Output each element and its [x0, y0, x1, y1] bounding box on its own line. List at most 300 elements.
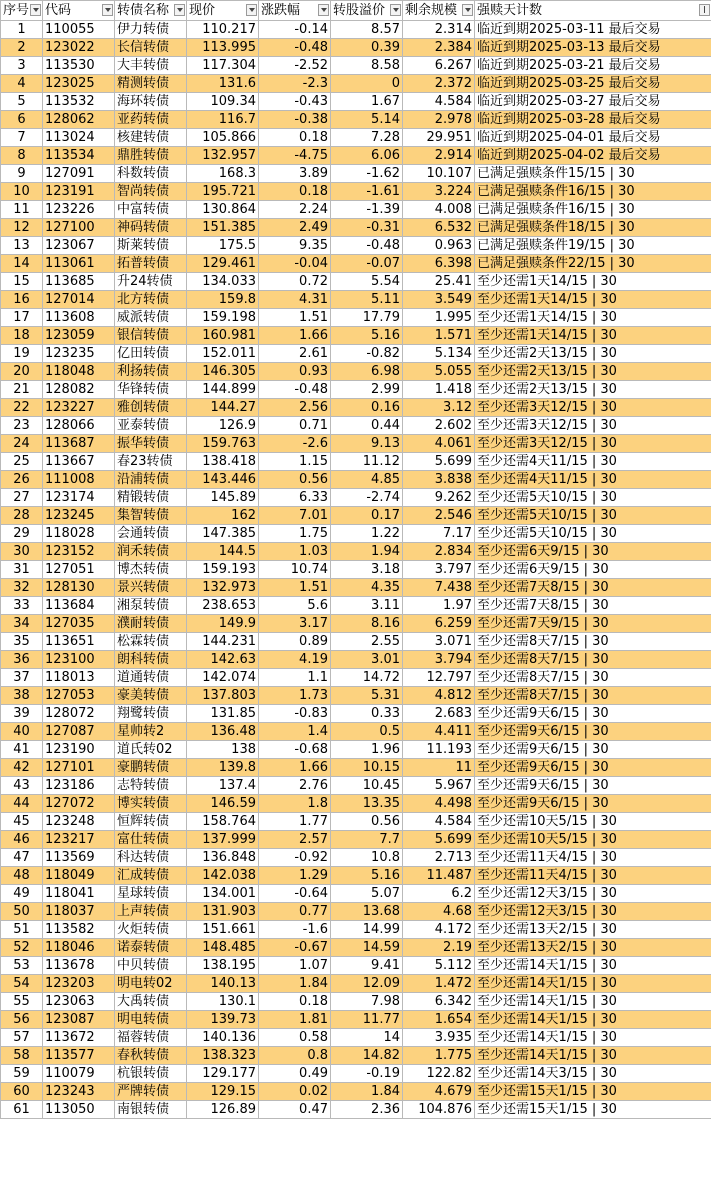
cell-size[interactable]: 5.699	[403, 453, 475, 471]
cell-name[interactable]: 神码转债	[115, 219, 187, 237]
cell-size[interactable]: 1.995	[403, 309, 475, 327]
cell-status[interactable]: 至少还需9天6/15 | 30	[475, 777, 711, 795]
cell-status[interactable]: 至少还需12天3/15 | 30	[475, 885, 711, 903]
cell-price[interactable]: 144.231	[187, 633, 259, 651]
cell-premium[interactable]: 14.59	[331, 939, 403, 957]
cell-code[interactable]: 110079	[43, 1065, 115, 1083]
cell-code[interactable]: 118013	[43, 669, 115, 687]
cell-size[interactable]: 2.546	[403, 507, 475, 525]
cell-code[interactable]: 127053	[43, 687, 115, 705]
cell-size[interactable]: 10.107	[403, 165, 475, 183]
table-row[interactable]	[1, 345, 711, 363]
cell-premium[interactable]: 10.15	[331, 759, 403, 777]
cell-name[interactable]: 银信转债	[115, 327, 187, 345]
cell-code[interactable]: 118028	[43, 525, 115, 543]
cell-size[interactable]: 104.876	[403, 1101, 475, 1119]
cell-change[interactable]: 0.56	[259, 471, 331, 489]
cell-change[interactable]: -0.14	[259, 21, 331, 39]
cell-name[interactable]: 拓普转债	[115, 255, 187, 273]
cell-name[interactable]: 博杰转债	[115, 561, 187, 579]
cell-size[interactable]: 25.41	[403, 273, 475, 291]
cell-status[interactable]: 临近到期2025-03-11 最后交易	[475, 21, 711, 39]
cell-change[interactable]: 1.4	[259, 723, 331, 741]
cell-price[interactable]: 159.198	[187, 309, 259, 327]
cell-code[interactable]: 128082	[43, 381, 115, 399]
cell-status[interactable]: 至少还需2天13/15 | 30	[475, 381, 711, 399]
cell-code[interactable]: 113672	[43, 1029, 115, 1047]
cell-premium[interactable]: 8.58	[331, 57, 403, 75]
cell-premium[interactable]: 0	[331, 75, 403, 93]
cell-status[interactable]: 至少还需9天6/15 | 30	[475, 759, 711, 777]
cell-price[interactable]: 134.033	[187, 273, 259, 291]
cell-premium[interactable]: 5.11	[331, 291, 403, 309]
cell-change[interactable]: 9.35	[259, 237, 331, 255]
cell-price[interactable]: 144.27	[187, 399, 259, 417]
cell-change[interactable]: 1.1	[259, 669, 331, 687]
table-row[interactable]	[1, 579, 711, 597]
cell-price[interactable]: 149.9	[187, 615, 259, 633]
cell-no[interactable]: 59	[1, 1065, 43, 1083]
cell-status[interactable]: 已满足强赎条件16/15 | 30	[475, 201, 711, 219]
cell-change[interactable]: -2.52	[259, 57, 331, 75]
cell-no[interactable]: 34	[1, 615, 43, 633]
cell-name[interactable]: 长信转债	[115, 39, 187, 57]
cell-name[interactable]: 中贝转债	[115, 957, 187, 975]
cell-change[interactable]: -0.43	[259, 93, 331, 111]
cell-price[interactable]: 136.848	[187, 849, 259, 867]
cell-change[interactable]: 4.31	[259, 291, 331, 309]
cell-status[interactable]: 至少还需5天10/15 | 30	[475, 525, 711, 543]
cell-size[interactable]: 2.834	[403, 543, 475, 561]
cell-status[interactable]: 至少还需8天7/15 | 30	[475, 651, 711, 669]
cell-change[interactable]: 1.77	[259, 813, 331, 831]
cell-premium[interactable]: 4.35	[331, 579, 403, 597]
cell-code[interactable]: 118041	[43, 885, 115, 903]
cell-change[interactable]: 0.18	[259, 129, 331, 147]
cell-premium[interactable]: 6.06	[331, 147, 403, 165]
cell-premium[interactable]: 10.45	[331, 777, 403, 795]
cell-price[interactable]: 132.957	[187, 147, 259, 165]
cell-size[interactable]: 4.008	[403, 201, 475, 219]
cell-size[interactable]: 4.411	[403, 723, 475, 741]
cell-no[interactable]: 44	[1, 795, 43, 813]
cell-change[interactable]: 1.66	[259, 759, 331, 777]
cell-price[interactable]: 132.973	[187, 579, 259, 597]
cell-change[interactable]: 4.19	[259, 651, 331, 669]
cell-size[interactable]: 3.797	[403, 561, 475, 579]
cell-no[interactable]: 49	[1, 885, 43, 903]
cell-name[interactable]: 上声转债	[115, 903, 187, 921]
cell-change[interactable]: 1.84	[259, 975, 331, 993]
cell-change[interactable]: 1.07	[259, 957, 331, 975]
cell-price[interactable]: 130.864	[187, 201, 259, 219]
cell-size[interactable]: 2.978	[403, 111, 475, 129]
cell-change[interactable]: -4.75	[259, 147, 331, 165]
cell-status[interactable]: 已满足强赎条件16/15 | 30	[475, 183, 711, 201]
cell-premium[interactable]: 1.94	[331, 543, 403, 561]
cell-no[interactable]: 29	[1, 525, 43, 543]
cell-name[interactable]: 北方转债	[115, 291, 187, 309]
cell-status[interactable]: 至少还需3天12/15 | 30	[475, 399, 711, 417]
cell-premium[interactable]: 3.11	[331, 597, 403, 615]
table-row[interactable]	[1, 219, 711, 237]
cell-change[interactable]: 0.49	[259, 1065, 331, 1083]
cell-size[interactable]: 4.679	[403, 1083, 475, 1101]
cell-price[interactable]: 117.304	[187, 57, 259, 75]
cell-price[interactable]: 158.764	[187, 813, 259, 831]
cell-price[interactable]: 131.85	[187, 705, 259, 723]
cell-change[interactable]: 1.51	[259, 579, 331, 597]
cell-no[interactable]: 58	[1, 1047, 43, 1065]
filter-dropdown-icon[interactable]	[102, 4, 113, 16]
cell-premium[interactable]: -1.39	[331, 201, 403, 219]
cell-status[interactable]: 至少还需9天6/15 | 30	[475, 723, 711, 741]
cell-no[interactable]: 39	[1, 705, 43, 723]
cell-size[interactable]: 3.549	[403, 291, 475, 309]
table-row[interactable]	[1, 669, 711, 687]
table-row[interactable]	[1, 255, 711, 273]
cell-name[interactable]: 亚泰转债	[115, 417, 187, 435]
cell-price[interactable]: 137.4	[187, 777, 259, 795]
cell-name[interactable]: 亿田转债	[115, 345, 187, 363]
table-row[interactable]	[1, 309, 711, 327]
cell-premium[interactable]: 7.7	[331, 831, 403, 849]
cell-size[interactable]: 11.193	[403, 741, 475, 759]
cell-change[interactable]: 1.51	[259, 309, 331, 327]
cell-price[interactable]: 145.89	[187, 489, 259, 507]
cell-size[interactable]: 5.699	[403, 831, 475, 849]
cell-premium[interactable]: 5.54	[331, 273, 403, 291]
cell-premium[interactable]: -2.74	[331, 489, 403, 507]
cell-price[interactable]: 195.721	[187, 183, 259, 201]
cell-code[interactable]: 123100	[43, 651, 115, 669]
cell-code[interactable]: 123025	[43, 75, 115, 93]
cell-code[interactable]: 123235	[43, 345, 115, 363]
cell-status[interactable]: 临近到期2025-04-02 最后交易	[475, 147, 711, 165]
cell-price[interactable]: 140.136	[187, 1029, 259, 1047]
table-row[interactable]	[1, 705, 711, 723]
cell-size[interactable]: 3.838	[403, 471, 475, 489]
cell-name[interactable]: 春秋转债	[115, 1047, 187, 1065]
cell-size[interactable]: 1.97	[403, 597, 475, 615]
cell-code[interactable]: 110055	[43, 21, 115, 39]
cell-name[interactable]: 利扬转债	[115, 363, 187, 381]
cell-code[interactable]: 128130	[43, 579, 115, 597]
table-row[interactable]	[1, 597, 711, 615]
cell-premium[interactable]: 14.82	[331, 1047, 403, 1065]
cell-change[interactable]: 0.8	[259, 1047, 331, 1065]
cell-name[interactable]: 大禹转债	[115, 993, 187, 1011]
cell-code[interactable]: 123059	[43, 327, 115, 345]
cell-change[interactable]: 0.18	[259, 993, 331, 1011]
cell-price[interactable]: 142.074	[187, 669, 259, 687]
cell-no[interactable]: 14	[1, 255, 43, 273]
cell-name[interactable]: 沿浦转债	[115, 471, 187, 489]
cell-premium[interactable]: 14	[331, 1029, 403, 1047]
cell-no[interactable]: 6	[1, 111, 43, 129]
cell-change[interactable]: 0.71	[259, 417, 331, 435]
cell-price[interactable]: 143.446	[187, 471, 259, 489]
table-row[interactable]	[1, 525, 711, 543]
cell-no[interactable]: 61	[1, 1101, 43, 1119]
cell-premium[interactable]: 6.98	[331, 363, 403, 381]
table-row[interactable]	[1, 939, 711, 957]
cell-price[interactable]: 137.999	[187, 831, 259, 849]
cell-status[interactable]: 至少还需10天5/15 | 30	[475, 831, 711, 849]
table-row[interactable]	[1, 453, 711, 471]
cell-premium[interactable]: 7.98	[331, 993, 403, 1011]
cell-size[interactable]: 3.224	[403, 183, 475, 201]
cell-no[interactable]: 7	[1, 129, 43, 147]
cell-price[interactable]: 138	[187, 741, 259, 759]
table-row[interactable]	[1, 39, 711, 57]
cell-premium[interactable]: 11.12	[331, 453, 403, 471]
table-row[interactable]	[1, 849, 711, 867]
cell-change[interactable]: -1.6	[259, 921, 331, 939]
cell-change[interactable]: -2.3	[259, 75, 331, 93]
cell-status[interactable]: 至少还需15天1/15 | 30	[475, 1101, 711, 1119]
cell-status[interactable]: 至少还需3天12/15 | 30	[475, 435, 711, 453]
table-row[interactable]	[1, 651, 711, 669]
cell-status[interactable]: 至少还需11天4/15 | 30	[475, 849, 711, 867]
cell-status[interactable]: 至少还需6天9/15 | 30	[475, 561, 711, 579]
table-row[interactable]	[1, 975, 711, 993]
table-row[interactable]	[1, 813, 711, 831]
cell-name[interactable]: 松霖转债	[115, 633, 187, 651]
cell-price[interactable]: 144.5	[187, 543, 259, 561]
cell-change[interactable]: 10.74	[259, 561, 331, 579]
cell-name[interactable]: 大丰转债	[115, 57, 187, 75]
cell-price[interactable]: 147.385	[187, 525, 259, 543]
cell-no[interactable]: 13	[1, 237, 43, 255]
cell-price[interactable]: 116.7	[187, 111, 259, 129]
cell-code[interactable]: 127051	[43, 561, 115, 579]
cell-name[interactable]: 核建转债	[115, 129, 187, 147]
table-row[interactable]	[1, 57, 711, 75]
cell-code[interactable]: 123022	[43, 39, 115, 57]
cell-price[interactable]: 139.73	[187, 1011, 259, 1029]
cell-name[interactable]: 福蓉转债	[115, 1029, 187, 1047]
cell-code[interactable]: 127014	[43, 291, 115, 309]
cell-name[interactable]: 明电转债	[115, 1011, 187, 1029]
cell-change[interactable]: -0.48	[259, 381, 331, 399]
cell-no[interactable]: 18	[1, 327, 43, 345]
cell-code[interactable]: 113582	[43, 921, 115, 939]
cell-no[interactable]: 55	[1, 993, 43, 1011]
table-row[interactable]	[1, 1047, 711, 1065]
cell-code[interactable]: 123203	[43, 975, 115, 993]
cell-name[interactable]: 集智转债	[115, 507, 187, 525]
table-row[interactable]	[1, 435, 711, 453]
cell-name[interactable]: 鼎胜转债	[115, 147, 187, 165]
cell-status[interactable]: 至少还需14天1/15 | 30	[475, 1011, 711, 1029]
cell-size[interactable]: 1.472	[403, 975, 475, 993]
cell-premium[interactable]: -0.31	[331, 219, 403, 237]
cell-status[interactable]: 至少还需4天11/15 | 30	[475, 453, 711, 471]
cell-status[interactable]: 已满足强赎条件18/15 | 30	[475, 219, 711, 237]
cell-change[interactable]: 1.29	[259, 867, 331, 885]
cell-price[interactable]: 146.59	[187, 795, 259, 813]
cell-premium[interactable]: -0.07	[331, 255, 403, 273]
cell-status[interactable]: 至少还需6天9/15 | 30	[475, 543, 711, 561]
cell-price[interactable]: 144.899	[187, 381, 259, 399]
table-row[interactable]	[1, 147, 711, 165]
cell-no[interactable]: 57	[1, 1029, 43, 1047]
cell-premium[interactable]: -0.19	[331, 1065, 403, 1083]
table-row[interactable]	[1, 489, 711, 507]
cell-no[interactable]: 38	[1, 687, 43, 705]
cell-no[interactable]: 53	[1, 957, 43, 975]
cell-status[interactable]: 临近到期2025-04-01 最后交易	[475, 129, 711, 147]
cell-no[interactable]: 42	[1, 759, 43, 777]
cell-change[interactable]: 2.57	[259, 831, 331, 849]
cell-status[interactable]: 至少还需2天13/15 | 30	[475, 345, 711, 363]
cell-size[interactable]: 1.418	[403, 381, 475, 399]
cell-no[interactable]: 5	[1, 93, 43, 111]
table-row[interactable]	[1, 561, 711, 579]
cell-size[interactable]: 2.713	[403, 849, 475, 867]
cell-size[interactable]: 9.262	[403, 489, 475, 507]
cell-premium[interactable]: 3.18	[331, 561, 403, 579]
cell-name[interactable]: 志特转债	[115, 777, 187, 795]
cell-code[interactable]: 113667	[43, 453, 115, 471]
table-row[interactable]	[1, 795, 711, 813]
cell-name[interactable]: 湘泵转债	[115, 597, 187, 615]
cell-name[interactable]: 升24转债	[115, 273, 187, 291]
table-row[interactable]	[1, 399, 711, 417]
cell-price[interactable]: 142.63	[187, 651, 259, 669]
cell-change[interactable]: -0.83	[259, 705, 331, 723]
cell-status[interactable]: 至少还需1天14/15 | 30	[475, 273, 711, 291]
cell-status[interactable]: 至少还需12天3/15 | 30	[475, 903, 711, 921]
cell-status[interactable]: 至少还需14天1/15 | 30	[475, 1047, 711, 1065]
cell-change[interactable]: 3.17	[259, 615, 331, 633]
cell-price[interactable]: 162	[187, 507, 259, 525]
cell-status[interactable]: 临近到期2025-03-21 最后交易	[475, 57, 711, 75]
cell-name[interactable]: 杭银转债	[115, 1065, 187, 1083]
cell-code[interactable]: 123191	[43, 183, 115, 201]
cell-change[interactable]: 2.49	[259, 219, 331, 237]
cell-name[interactable]: 豪鹏转债	[115, 759, 187, 777]
cell-premium[interactable]: 1.67	[331, 93, 403, 111]
cell-premium[interactable]: -0.82	[331, 345, 403, 363]
cell-price[interactable]: 146.305	[187, 363, 259, 381]
cell-code[interactable]: 123226	[43, 201, 115, 219]
table-row[interactable]	[1, 111, 711, 129]
cell-premium[interactable]: 0.39	[331, 39, 403, 57]
cell-status[interactable]: 至少还需15天1/15 | 30	[475, 1083, 711, 1101]
cell-name[interactable]: 精测转债	[115, 75, 187, 93]
cell-price[interactable]: 113.995	[187, 39, 259, 57]
cell-code[interactable]: 113050	[43, 1101, 115, 1119]
cell-premium[interactable]: 0.17	[331, 507, 403, 525]
cell-size[interactable]: 5.055	[403, 363, 475, 381]
cell-change[interactable]: 1.8	[259, 795, 331, 813]
filter-dropdown-icon[interactable]	[462, 4, 473, 16]
filter-dropdown-icon[interactable]	[318, 4, 329, 16]
cell-change[interactable]: 7.01	[259, 507, 331, 525]
cell-premium[interactable]: 1.22	[331, 525, 403, 543]
cell-change[interactable]: 2.56	[259, 399, 331, 417]
cell-status[interactable]: 至少还需11天4/15 | 30	[475, 867, 711, 885]
cell-size[interactable]: 2.914	[403, 147, 475, 165]
cell-name[interactable]: 振华转债	[115, 435, 187, 453]
cell-status[interactable]: 至少还需1天14/15 | 30	[475, 309, 711, 327]
cell-premium[interactable]: -1.61	[331, 183, 403, 201]
cell-premium[interactable]: 1.96	[331, 741, 403, 759]
cell-size[interactable]: 2.314	[403, 21, 475, 39]
cell-price[interactable]: 142.038	[187, 867, 259, 885]
cell-premium[interactable]: 0.5	[331, 723, 403, 741]
table-row[interactable]	[1, 543, 711, 561]
cell-name[interactable]: 润禾转债	[115, 543, 187, 561]
cell-size[interactable]: 2.372	[403, 75, 475, 93]
cell-status[interactable]: 至少还需4天11/15 | 30	[475, 471, 711, 489]
cell-status[interactable]: 至少还需14天3/15 | 30	[475, 1065, 711, 1083]
cell-no[interactable]: 23	[1, 417, 43, 435]
cell-size[interactable]: 7.438	[403, 579, 475, 597]
cell-code[interactable]: 113534	[43, 147, 115, 165]
cell-code[interactable]: 113061	[43, 255, 115, 273]
filter-dropdown-icon[interactable]	[390, 4, 401, 16]
cell-code[interactable]: 127091	[43, 165, 115, 183]
cell-no[interactable]: 25	[1, 453, 43, 471]
cell-status[interactable]: 至少还需5天10/15 | 30	[475, 507, 711, 525]
cell-premium[interactable]: -0.48	[331, 237, 403, 255]
cell-premium[interactable]: 11.77	[331, 1011, 403, 1029]
cell-status[interactable]: 临近到期2025-03-25 最后交易	[475, 75, 711, 93]
cell-size[interactable]: 6.259	[403, 615, 475, 633]
cell-change[interactable]: 3.89	[259, 165, 331, 183]
table-row[interactable]	[1, 291, 711, 309]
cell-no[interactable]: 20	[1, 363, 43, 381]
cell-code[interactable]: 118048	[43, 363, 115, 381]
cell-no[interactable]: 2	[1, 39, 43, 57]
cell-code[interactable]: 113608	[43, 309, 115, 327]
cell-status[interactable]: 已满足强赎条件19/15 | 30	[475, 237, 711, 255]
cell-no[interactable]: 32	[1, 579, 43, 597]
cell-premium[interactable]: 2.55	[331, 633, 403, 651]
cell-price[interactable]: 159.193	[187, 561, 259, 579]
cell-status[interactable]: 至少还需8天7/15 | 30	[475, 687, 711, 705]
cell-change[interactable]: 1.15	[259, 453, 331, 471]
cell-code[interactable]: 123243	[43, 1083, 115, 1101]
cell-premium[interactable]: 8.16	[331, 615, 403, 633]
table-row[interactable]	[1, 471, 711, 489]
cell-no[interactable]: 8	[1, 147, 43, 165]
cell-code[interactable]: 113530	[43, 57, 115, 75]
cell-change[interactable]: -2.6	[259, 435, 331, 453]
cell-change[interactable]: 6.33	[259, 489, 331, 507]
cell-size[interactable]: 4.68	[403, 903, 475, 921]
cell-status[interactable]: 至少还需14天1/15 | 30	[475, 993, 711, 1011]
cell-name[interactable]: 雅创转债	[115, 399, 187, 417]
table-row[interactable]	[1, 723, 711, 741]
cell-price[interactable]: 131.6	[187, 75, 259, 93]
cell-change[interactable]: 5.6	[259, 597, 331, 615]
cell-code[interactable]: 118049	[43, 867, 115, 885]
cell-code[interactable]: 128066	[43, 417, 115, 435]
cell-size[interactable]: 6.267	[403, 57, 475, 75]
cell-price[interactable]: 126.89	[187, 1101, 259, 1119]
cell-name[interactable]: 翔鹭转债	[115, 705, 187, 723]
cell-premium[interactable]: 13.35	[331, 795, 403, 813]
cell-premium[interactable]: 0.44	[331, 417, 403, 435]
filter-dropdown-icon[interactable]	[30, 4, 41, 16]
cell-name[interactable]: 威派转债	[115, 309, 187, 327]
cell-name[interactable]: 智尚转债	[115, 183, 187, 201]
cell-name[interactable]: 星球转债	[115, 885, 187, 903]
